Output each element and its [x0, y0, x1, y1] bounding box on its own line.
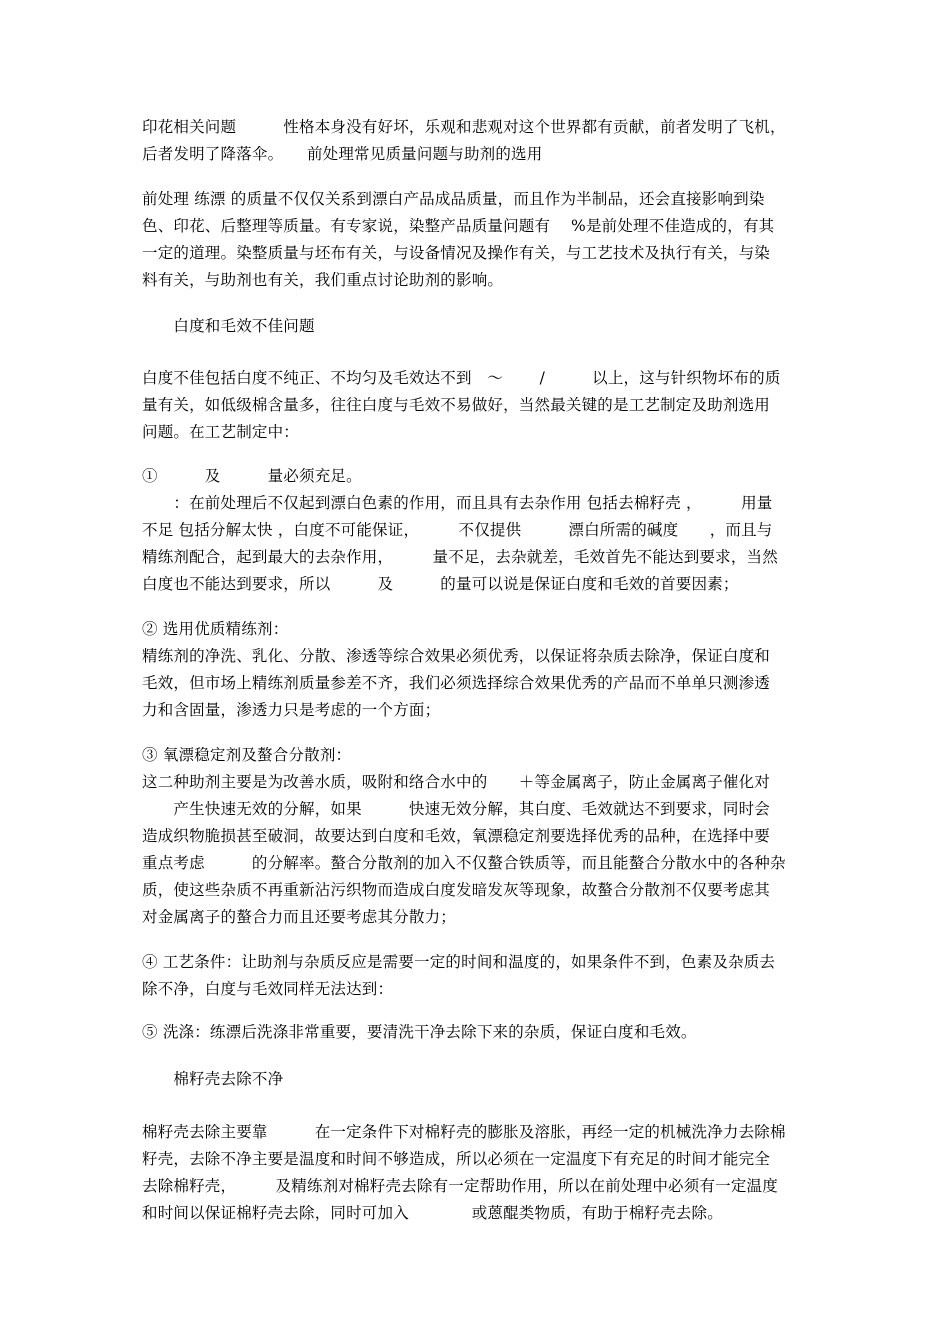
list-item: ③ 氧漂稳定剂及螯合分散剂： — [142, 746, 352, 764]
text-line: 重点考虑 的分解率。螯合分散剂的加入不仅螯合铁质等，而且能螯合分散水中的各种杂 — [142, 854, 786, 872]
text-line: 一定的道理。染整质量与坯布有关，与设备情况及操作有关，与工艺技术及执行有关，与染 — [142, 244, 771, 262]
text-line: 籽壳，去除不净主要是温度和时间不够造成，所以必须在一定温度下有充足的时间才能完全 — [142, 1150, 771, 1168]
list-item: ① 及 量必须充足。 — [142, 467, 362, 485]
section-heading: 棉籽壳去除不净 — [142, 1070, 284, 1088]
section-heading: 白度和毛效不佳问题 — [142, 317, 315, 335]
text-line: 印花相关问题 性格本身没有好坏，乐观和悲观对这个世界都有贡献，前者发明了飞机， — [142, 118, 786, 136]
text-line: 造成织物脆损甚至破洞，故要达到白度和毛效，氧漂稳定剂要选择优秀的品种，在选择中要 — [142, 827, 771, 845]
text-line: 和时间以保证棉籽壳去除，同时可加入 或蒽醌类物质，有助于棉籽壳去除。 — [142, 1204, 723, 1222]
text-line: 料有关，与助剂也有关，我们重点讨论助剂的影响。 — [142, 271, 504, 289]
text-line: 除不净，白度与毛效同样无法达到： — [142, 980, 394, 998]
text-line: 去除棉籽壳， 及精练剂对棉籽壳去除有一定帮助作用，所以在前处理中必须有一定温度 — [142, 1177, 778, 1195]
text-line: 量有关，如低级棉含量多，往往白度与毛效不易做好，当然最关键的是工艺制定及助剂选用 — [142, 396, 771, 414]
text-line: 前处理 练漂 的质量不仅仅关系到漂白产品成品质量，而且作为半制品，还会直接影响到染 — [142, 190, 765, 208]
text-line: 力和含固量，渗透力只是考虑的一个方面； — [142, 701, 441, 719]
text-line: 毛效，但市场上精练剂质量参差不齐，我们必须选择综合效果优秀的产品而不单单只测渗透 — [142, 674, 771, 692]
text-line: 这二种助剂主要是为改善水质，吸附和络合水中的 ＋等金属离子，防止金属离子催化对 — [142, 773, 771, 791]
text-line: 对金属离子的螯合力而且还要考虑其分散力； — [142, 908, 457, 926]
text-line: 白度也不能达到要求，所以 及 的量可以说是保证白度和毛效的首要因素； — [142, 575, 739, 593]
text-line: 精练剂配合，起到最大的去杂作用， 量不足，去杂就差，毛效首先不能达到要求，当然 — [142, 548, 778, 566]
text-line: 色、印花、后整理等质量。有专家说，染整产品质量问题有 %是前处理不佳造成的，有其 — [142, 217, 775, 235]
list-item: ② 选用优质精练剂： — [142, 620, 289, 638]
text-line: 棉籽壳去除主要靠 在一定条件下对棉籽壳的膨胀及溶胀，再经一定的机械洗净力去除棉 — [142, 1123, 786, 1141]
text-line: 不足 包括分解太快 ，白度不可能保证， 不仅提供 漂白所需的碱度 ，而且与 — [142, 521, 773, 539]
list-item: ⑤ 洗涤：练漂后洗涤非常重要，要清洗干净去除下来的杂质，保证白度和毛效。 — [142, 1023, 697, 1041]
list-item: ④ 工艺条件：让助剂与杂质反应是需要一定的时间和温度的，如果条件不到，色素及杂质去 — [142, 953, 776, 971]
text-line: 质，使这些杂质不再重新沾污织物而造成白度发暗发灰等现象，故螯合分散剂不仅要考虑其 — [142, 881, 771, 899]
text-line: 问题。在工艺制定中： — [142, 423, 300, 441]
text-line: 白度不佳包括白度不纯正、不均匀及毛效达不到 ～ / 以上，这与针织物坏布的质 — [142, 369, 781, 387]
text-line: ：在前处理后不仅起到漂白色素的作用，而且具有去杂作用 包括去棉籽壳 ， 用量 — [142, 494, 773, 512]
text-line: 精练剂的净洗、乳化、分散、渗透等综合效果必须优秀，以保证将杂质去除净，保证白度和 — [142, 647, 771, 665]
text-line: 后者发明了降落伞。 前处理常见质量问题与助剂的选用 — [142, 145, 543, 163]
text-line: 产生快速无效的分解，如果 快速无效分解，其白度、毛效就达不到要求，同时会 — [142, 800, 771, 818]
